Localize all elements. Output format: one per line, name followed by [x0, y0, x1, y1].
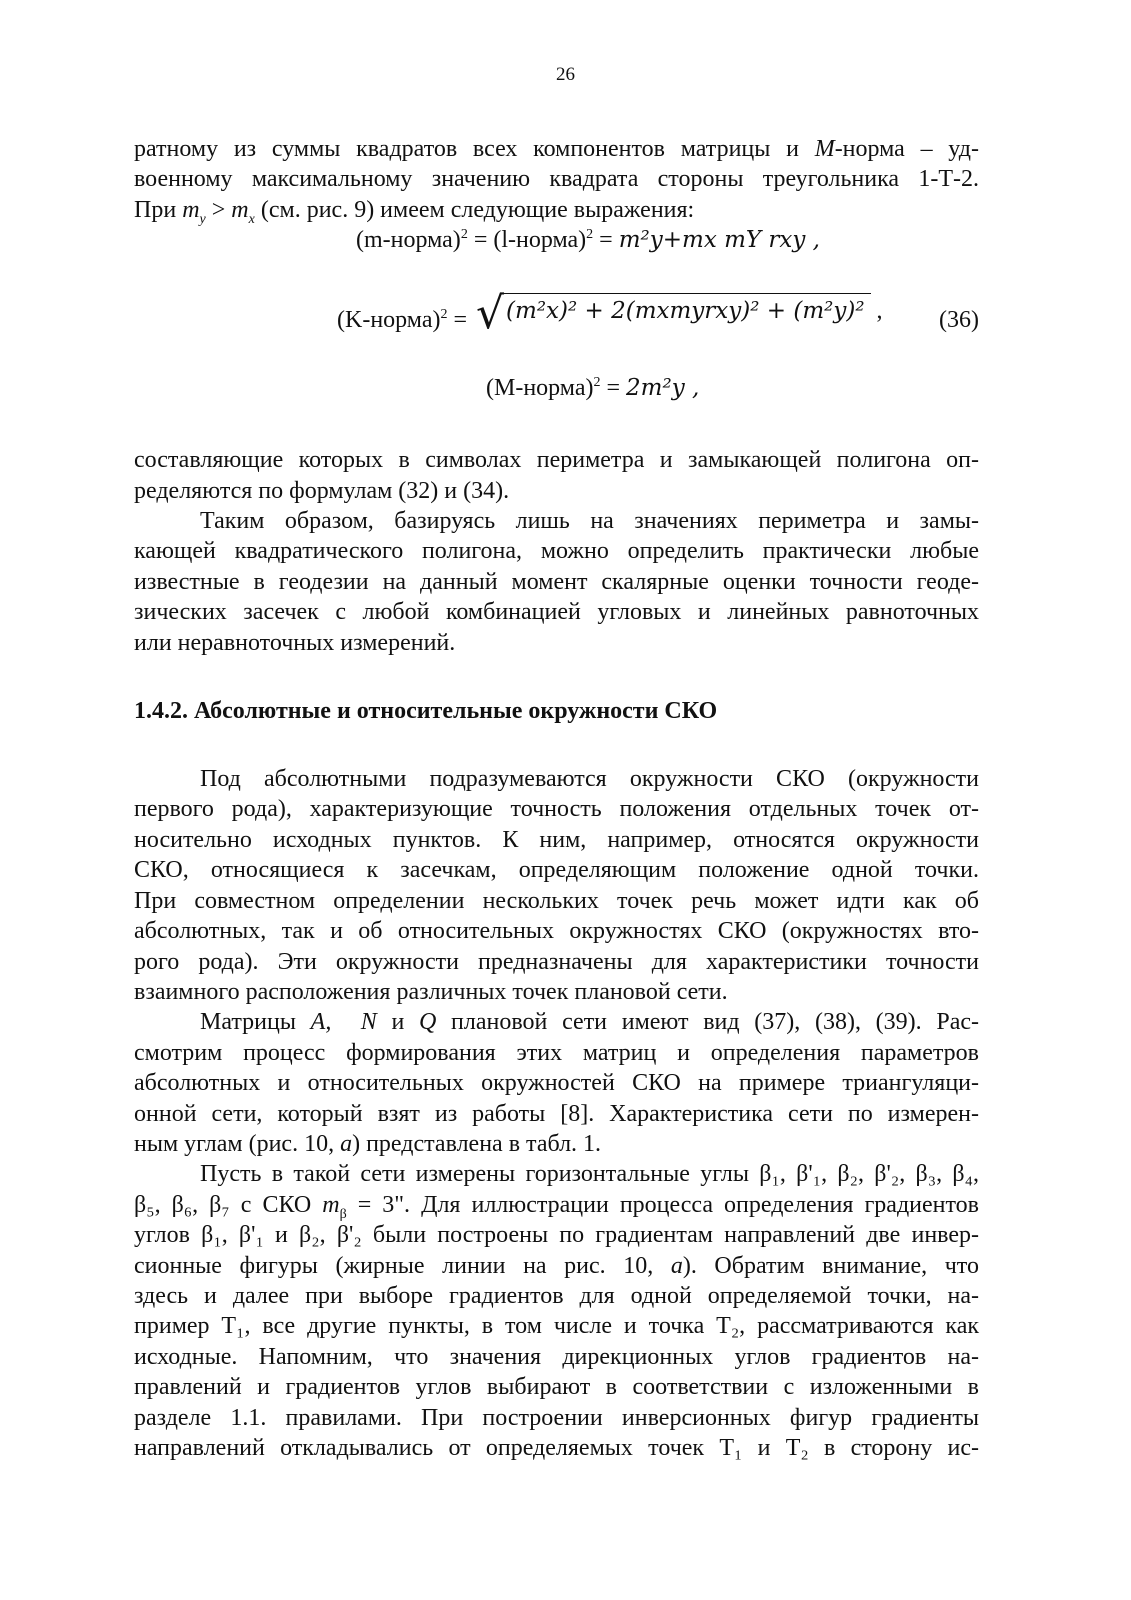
text-line: разделе 1.1. правилами. При построении инверсионных фигур градиенты	[134, 1404, 979, 1431]
text-span: сионные фигуры (жирные линии на рис. 10,	[134, 1252, 671, 1279]
math-symbol: а	[340, 1130, 353, 1157]
formula-equals: =	[593, 227, 619, 254]
math-symbol: Q	[419, 1009, 437, 1036]
text-line: кающей квадратического полигона, можно определить практически любые	[134, 538, 979, 565]
equation-number: (36)	[939, 307, 979, 334]
formula-exponent: 2	[440, 307, 448, 323]
text-line: военному максимальному значению квадрата стороны треугольника 1-Т-2.	[134, 166, 979, 193]
text-line: исходные. Напомним, что значения дирекционных углов градиентов на-	[134, 1343, 979, 1370]
text-line	[134, 1007, 979, 1037]
page-content	[134, 134, 979, 1463]
math-symbol: а	[670, 1252, 683, 1279]
formula-lhs: (m-норма)	[356, 227, 461, 254]
math-subscript: x	[248, 211, 255, 227]
math-symbol: A,	[310, 1009, 332, 1036]
text-line: правлений и градиентов углов выбирают в соответствии с изложенными в	[134, 1374, 979, 1401]
formula-equals: =	[447, 307, 468, 334]
text-line: известные в геодезии на данный момент скалярные оценки точности геоде-	[134, 568, 979, 595]
text-line: Таким образом, базируясь лишь на значениях периметра и замы-	[200, 508, 979, 535]
formula-lhs: (M-норма)	[486, 375, 594, 402]
formula-lhs: (l-норма)	[493, 227, 587, 254]
text-line: ределяются по формулам (32) и (34).	[134, 477, 510, 504]
formula-rhs: m²y+mx mY rxy ,	[618, 227, 820, 254]
text-line: составляющие которых в символах периметра и замыкающей полигона оп-	[134, 447, 979, 474]
square-root-sign: √	[476, 288, 505, 340]
formula-punctuation: ,	[870, 298, 883, 325]
text-line: зических засечек с любой комбинацией угловых и линейных равноточных	[134, 599, 979, 626]
text-line: или неравноточных измерений.	[134, 629, 456, 656]
text-span: плановой сети имеют вид (37), (38), (39). Рас-	[436, 1009, 980, 1036]
text-span: ) представлена в табл. 1.	[352, 1130, 602, 1157]
formula-rhs: 2m²y ,	[626, 375, 700, 402]
math-symbol: M	[814, 136, 835, 162]
text-line: Под абсолютными подразумеваются окружности СКО (окружности	[200, 766, 979, 793]
text-span: >	[205, 196, 232, 223]
formula-radicand: (m²x)² + 2(mxmyrxy)² + (m²y)²	[502, 293, 871, 326]
text-line: взаимного расположения различных точек плановой сети.	[134, 978, 728, 1005]
text-span: β₅, β₆, β₇ с СКО	[134, 1191, 323, 1218]
math-symbol: m	[322, 1191, 340, 1218]
formula-exponent: 2	[593, 375, 601, 391]
math-subscript: β	[339, 1206, 347, 1222]
text-line	[134, 1190, 979, 1220]
text-line: При совместном определении нескольких точек речь может идти как об	[134, 887, 979, 914]
text-line	[134, 1129, 979, 1159]
text-line: носительно исходных пунктов. К ним, например, относятся окружности	[134, 826, 979, 853]
text-span: ). Обратим внимание, что	[682, 1252, 979, 1279]
text-span: ратному из суммы квадратов всех компонентов матрицы и	[134, 136, 815, 162]
text-line	[134, 134, 979, 164]
text-line: рого рода). Эти окружности предназначены для характеристики точности	[134, 948, 979, 975]
text-span: Матрицы	[200, 1009, 311, 1036]
formula-lhs: (K-норма)	[337, 307, 441, 334]
formula-exponent: 2	[586, 227, 594, 243]
math-symbol: m	[182, 196, 200, 223]
text-line: углов β₁, β'₁ и β₂, β'₂ были построены по градиентам направлений две инвер-	[134, 1222, 979, 1249]
text-line: онной сети, который взят из работы [8]. Характеристика сети по измерен-	[134, 1100, 979, 1127]
text-span: Для иллюстрации процесса определения градиентов	[410, 1191, 980, 1218]
text-span: (см. рис. 9) имеем следующие выражения:	[254, 196, 695, 223]
text-line: смотрим процесс формирования этих матриц и определения параметров	[134, 1039, 979, 1066]
formula-norm-m	[134, 225, 979, 259]
text-line: пример T₁, все другие пункты, в том числе и точка T₂, рассматриваются как	[134, 1313, 979, 1340]
text-span: -норма – уд-	[834, 136, 979, 162]
math-symbol: N	[360, 1009, 377, 1036]
math-subscript: y	[199, 211, 206, 227]
formula-equals: =	[600, 375, 627, 402]
text-line: направлений откладывались от определяемых точек T₁ и T₂ в сторону ис-	[134, 1435, 979, 1461]
formula-equals: =	[467, 227, 494, 254]
text-line: здесь и далее при выборе градиентов для одной определяемой точки, на-	[134, 1282, 979, 1309]
text-line: СКО, относящиеся к засечкам, определяющим положение одной точки.	[134, 857, 979, 884]
page-number: 26	[556, 64, 575, 85]
text-line: Пусть в такой сети измерены горизонтальные углы β₁, β'₁, β₂, β'₂, β₃, β₄,	[200, 1161, 979, 1188]
text-span: При	[134, 196, 183, 223]
formula-exponent: 2	[460, 227, 468, 243]
math-symbol: m	[231, 196, 249, 223]
section-heading: 1.4.2. Абсолютные и относительные окружности СКО	[134, 698, 718, 725]
text-span: ным углам (рис. 10,	[134, 1130, 341, 1157]
text-span: = 3".	[346, 1191, 411, 1218]
formula-norm-big-m	[134, 373, 979, 413]
text-line: абсолютных, так и об относительных окружностях СКО (окружностях вто-	[134, 918, 979, 945]
text-line: абсолютных и относительных окружностей СКО на примере триангуляци-	[134, 1070, 979, 1097]
text-line: первого рода), характеризующие точность положения отдельных точек от-	[134, 796, 979, 823]
formula-norm-k	[134, 288, 979, 351]
text-line	[134, 195, 979, 225]
text-span: и	[376, 1009, 420, 1036]
text-line	[134, 1251, 979, 1281]
